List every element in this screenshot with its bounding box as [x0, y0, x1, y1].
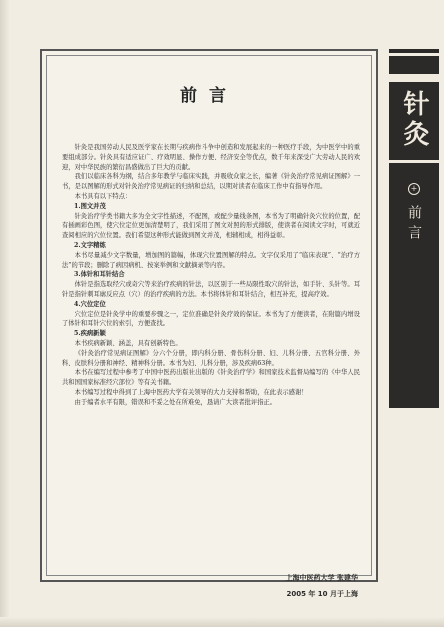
paragraph: 本书疾病新颖、涵盖，具有创新特色。 — [74, 339, 182, 347]
preface-body — [62, 143, 360, 408]
paragraph: 体针是指选取经穴或奇穴等来治疗疾病的针法，以区别于一些局限性取穴的针法，如手针、头针等。耳针是指针刺耳廓反应点（穴）的治疗疾病的方法。本书将体针和耳针结合，相互补充，提高疗效。 — [62, 281, 360, 298]
paragraph: 我们以临床各科为纲，结合多年教学与临床实践，并吸收众家之长，编著《针灸治疗常见病证图解》一书，是以图解的形式对针灸治疗常见病证的归纳和总结，以期对读者在临床工作中有指导作用。 — [62, 173, 360, 191]
page-edge-bottom — [0, 617, 444, 627]
side-tab — [389, 56, 439, 408]
page-title: 前言 — [180, 86, 238, 106]
preface-frame — [40, 49, 378, 598]
paragraph: 针灸治疗学类书籍大多为全文字性描述，不配图，或配少量线条图，本书为了明确针灸穴位的位置，配有插画彩色图，使穴位定位更加清楚明了，我们采用了图文对照的形式排版，使读者在阅读文字时，可就近查阅相应的穴位位置。我们希望这种形式能做到图文并茂，相辅相成，相得益彰。 — [62, 212, 360, 240]
side-tab-stripe — [389, 49, 439, 53]
section-heading: 1.图文并茂 — [74, 202, 106, 210]
side-tab-divider — [389, 160, 439, 163]
paragraph: 本书尽量减少文字数量，增加图的篇幅，体现穴位置图解的特点。文字仅采用了“临床表现”、“治疗方法”的节段；删除了病因病机、按案举例和文献摘录等内容。 — [62, 251, 360, 269]
paragraph: 针灸是我国劳动人民及医学家在长期与疾病作斗争中创造和发展起来的一种医疗手段，为中医学中的重要组成部分。针灸具有适应证广、疗效明显、操作方便、经济安全等优点，数千年来深受广大劳动人民的欢迎，对中华民族的繁衍昌盛做出了巨大的贡献。 — [62, 144, 360, 171]
side-tab-band — [389, 74, 439, 82]
section-heading: 5.疾病新颖 — [74, 330, 106, 338]
paragraph: 穴位定位是针灸学中的重要步骤之一，定位准确是针灸疗效的保证。本书为了方便读者，在附篇内增设了体针和耳针穴位的索引，方便查找。 — [62, 310, 360, 328]
signature-author: 上海中医药大学 张建华 — [285, 574, 358, 582]
paragraph: 由于编者水平有限，错误和不妥之处在所难免，恳请广大读者批评指正。 — [74, 398, 277, 406]
paragraph: 本书具有以下特点： — [74, 192, 132, 200]
paragraph: 本书编写过程中得到了上海中医药大学有关领导的大力支持和帮助，在此表示感谢！ — [74, 388, 308, 396]
page-edge — [0, 0, 10, 627]
section-heading: 3.体针和耳针结合 — [74, 271, 125, 279]
paragraph: 《针灸治疗常见病证图解》分六个分册，即内科分册、骨伤科分册、妇、儿科分册、五官科分册、外科、皮肤科分册和神经、精神科分册。本书为妇、儿科分册，涉及疾病63种。 — [62, 349, 360, 367]
signature-date: 2005 年 10 月于上海 — [286, 590, 358, 598]
side-tab-small-title: 前言 — [406, 205, 422, 245]
side-tab-big-title: 针灸 — [399, 90, 429, 150]
section-heading: 4.穴位定位 — [74, 300, 106, 308]
section-heading: 2.文字精练 — [74, 241, 106, 249]
dot-icon: + — [408, 183, 420, 195]
paragraph: 本书在编写过程中参考了中国中医药出版社出版的《针灸治疗学》和国家技术监督局编写的《中华人民共和国国家标准经穴部位》等有关书籍。 — [62, 369, 360, 387]
